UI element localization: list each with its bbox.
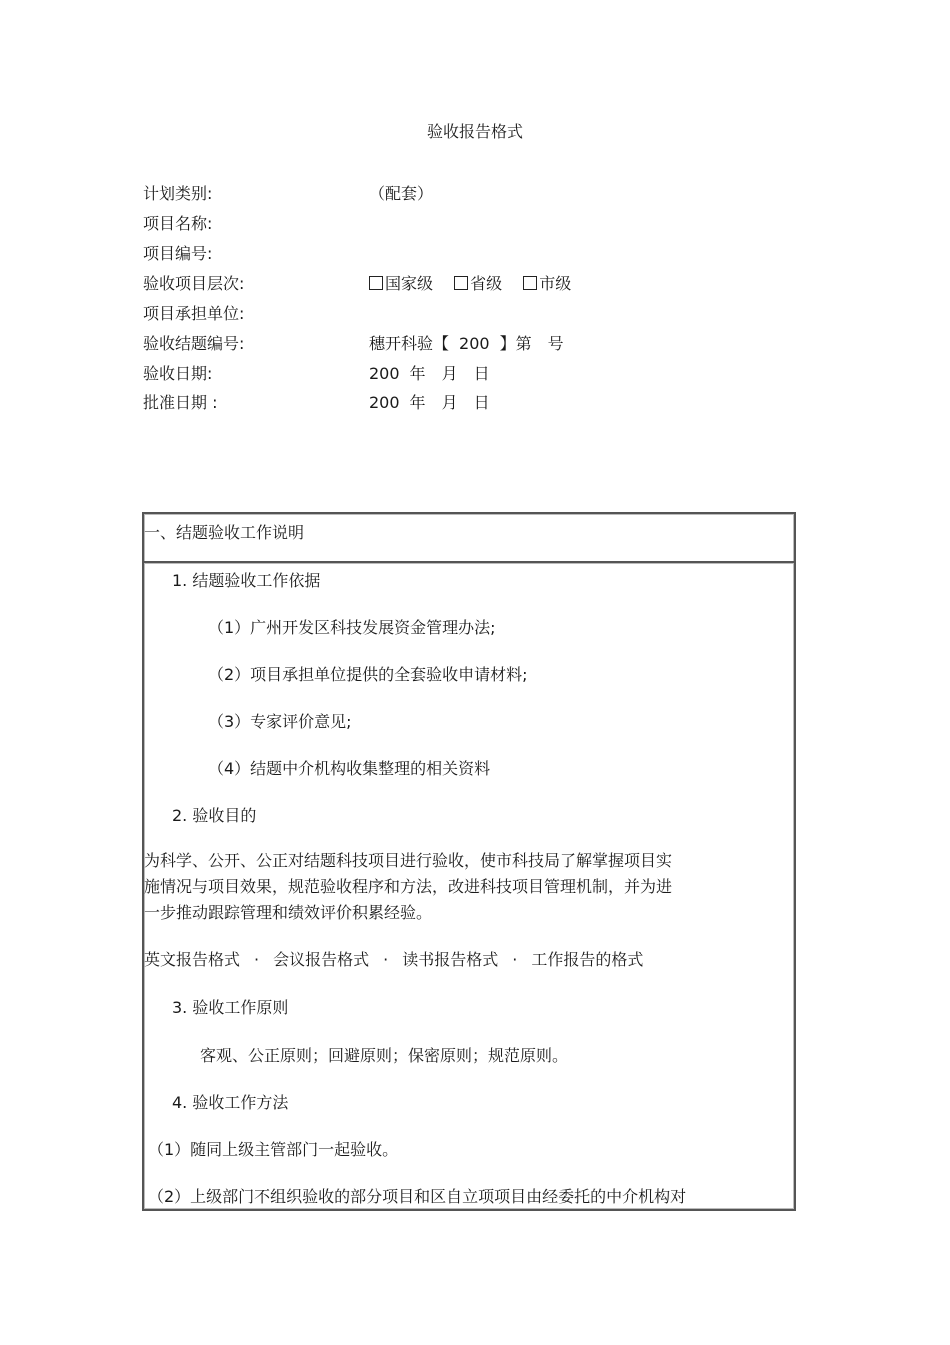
closure-number-value: 穗开科验【 200 】第 号 <box>369 334 564 353</box>
level-option-city[interactable]: 市级 <box>523 274 571 293</box>
principles-text: 客观、公正原则；回避原则；保密原则；规范原则。 <box>200 1046 569 1065</box>
closure-number-label: 验收结题编号: <box>143 334 245 353</box>
basis-item: （3）专家评价意见; <box>208 712 352 731</box>
checkbox-icon <box>523 276 537 290</box>
link-meeting-report[interactable]: 会议报告格式 <box>273 950 370 969</box>
purpose-paragraph: 为科学、公开、公正对结题科技项目进行验收，使市科技局了解掌握项目实 施情况与项目效果，规范验收程序和方法，改进科技项目管理机制，并为进 一步推动跟踪管理和绩效评价积累经验。 <box>144 851 673 922</box>
level-label: 验收项目层次: <box>143 274 245 293</box>
section-body-box <box>142 561 796 1211</box>
project-number-label: 项目编号: <box>143 244 213 263</box>
project-name-label: 项目名称: <box>143 214 213 233</box>
methods-item: （1）随同上级主管部门一起验收。 <box>148 1140 399 1159</box>
accept-date-label: 验收日期: <box>143 364 213 383</box>
approve-date-value: 200 年 月 日 <box>369 393 490 412</box>
checkbox-icon <box>454 276 468 290</box>
basis-item: （2）项目承担单位提供的全套验收申请材料; <box>208 665 528 684</box>
purpose-heading: 2. 验收目的 <box>172 806 257 825</box>
link-reading-report[interactable]: 读书报告格式 <box>402 950 499 969</box>
plan-type-label: 计划类别: <box>143 184 213 203</box>
principles-heading: 3. 验收工作原则 <box>172 998 289 1017</box>
link-work-report[interactable]: 工作报告的格式 <box>531 950 644 969</box>
methods-heading: 4. 验收工作方法 <box>172 1093 289 1112</box>
unit-label: 项目承担单位: <box>143 304 245 323</box>
level-options <box>369 271 571 294</box>
approve-date-label: 批准日期 : <box>143 393 218 412</box>
level-option-national[interactable]: 国家级 <box>369 274 433 293</box>
checkbox-icon <box>369 276 383 290</box>
level-option-provincial[interactable]: 省级 <box>454 274 502 293</box>
link-english-report[interactable]: 英文报告格式 <box>144 950 241 969</box>
basis-heading: 1. 结题验收工作依据 <box>172 571 321 590</box>
section-header-box <box>142 512 796 564</box>
basis-item: （4）结题中介机构收集整理的相关资料 <box>208 759 491 778</box>
section-header: 一、结题验收工作说明 <box>144 523 305 542</box>
basis-item: （1）广州开发区科技发展资金管理办法; <box>208 618 496 637</box>
methods-item: （2）上级部门不组织验收的部分项目和区自立项项目由经委托的中介机构对 <box>148 1187 687 1206</box>
plan-type-value: （配套） <box>369 184 434 203</box>
document-title: 验收报告格式 <box>426 122 523 141</box>
accept-date-value: 200 年 月 日 <box>369 364 490 383</box>
related-links: 英文报告格式 · 会议报告格式 · 读书报告格式 · 工作报告的格式 <box>144 950 644 969</box>
